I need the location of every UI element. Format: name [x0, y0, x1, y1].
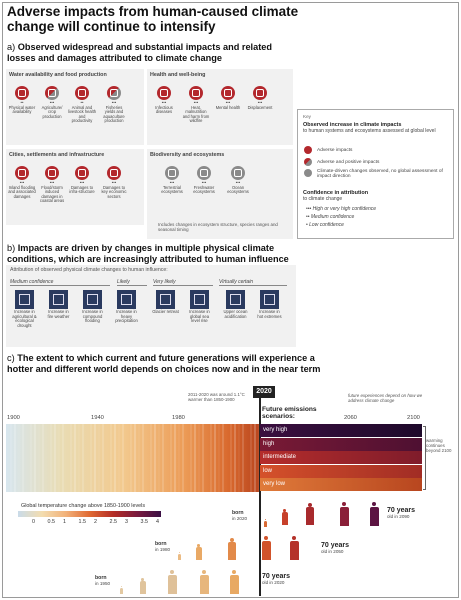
- scenario-label: very high: [263, 427, 288, 433]
- warming-stripe: [50, 424, 52, 492]
- warming-stripe: [234, 424, 236, 492]
- impact-label: Flood/storm induced damages in coastal areas: [39, 184, 65, 204]
- icon-glyph: [19, 294, 30, 305]
- confidence-dots: •••: [49, 99, 55, 105]
- warming-stripe: [134, 424, 136, 492]
- cohort-1950-born: [95, 575, 110, 586]
- storm-icon: [45, 166, 59, 180]
- impact-item: [190, 166, 218, 195]
- heat-extremes-icon: [260, 290, 279, 309]
- warming-stripe: [118, 424, 120, 492]
- virus-icon: [157, 86, 171, 100]
- infrastructure-icon: [75, 166, 89, 180]
- warming-stripe: [102, 424, 104, 492]
- icon-glyph: [194, 294, 205, 305]
- flood-icon: [15, 166, 29, 180]
- axis-tick-1940: 1940: [91, 415, 104, 421]
- confidence-dots: ••: [80, 99, 84, 105]
- icon-glyph: [224, 89, 232, 97]
- displacement-icon: [253, 86, 267, 100]
- panel-title-health: Health and well-being: [150, 72, 206, 78]
- section-a-heading: [7, 42, 297, 63]
- warming-stripe: [90, 424, 92, 492]
- warming-stripe: [174, 424, 176, 492]
- key-subheading: to human systems and ecosystems assessed at global level: [303, 128, 436, 134]
- impact-item: [38, 166, 66, 204]
- person-figure-icon: [370, 507, 379, 526]
- impact-label: Displacement: [247, 104, 273, 110]
- person-figure-icon: [264, 521, 267, 527]
- born-year: in 1950: [95, 581, 111, 587]
- legend-tick: 3.5: [140, 519, 148, 525]
- category-medium-line: [10, 285, 110, 286]
- icon-glyph: [48, 89, 56, 97]
- legend-tick: 0.5: [47, 519, 55, 525]
- warming-stripe: [126, 424, 128, 492]
- continue-brace: [423, 426, 426, 490]
- icon-glyph: [234, 169, 242, 177]
- legend-tick: 4: [156, 519, 159, 525]
- warming-stripe: [178, 424, 180, 492]
- warming-stripe: [154, 424, 156, 492]
- warming-stripe: [86, 424, 88, 492]
- drought-icon: [15, 290, 34, 309]
- cohort-1980-born: [155, 541, 170, 552]
- warming-stripe: [10, 424, 12, 492]
- warming-stripe: [246, 424, 248, 492]
- warming-stripe: [170, 424, 172, 492]
- impact-item: [8, 86, 36, 115]
- impact-label: Freshwater ecosystems: [193, 184, 215, 195]
- category-virtually-certain-line: [219, 285, 287, 286]
- scenario-label: low: [263, 467, 273, 474]
- impact-item: [38, 86, 66, 119]
- warming-stripe: [182, 424, 184, 492]
- warming-stripe: [110, 424, 112, 492]
- warming-stripe: [34, 424, 36, 492]
- warming-stripe: [70, 424, 72, 492]
- person-figure-icon: [228, 542, 236, 560]
- legend-title: Global temperature change above 1850-1900 levels: [21, 503, 146, 509]
- driver-label: Glacier retreat: [152, 309, 179, 314]
- section-b-letter: b): [7, 243, 16, 253]
- warming-stripe: [230, 424, 232, 492]
- warming-stripe: [250, 424, 252, 492]
- icon-glyph: [264, 294, 275, 305]
- scenario-label: high: [263, 440, 275, 447]
- warming-stripe: [226, 424, 228, 492]
- category-very-likely: Very likely: [153, 279, 176, 285]
- water-drop-icon: [15, 86, 29, 100]
- warming-stripe: [214, 424, 216, 492]
- driver-item: [222, 290, 249, 319]
- key-title: Key: [303, 114, 311, 119]
- driver-item: [45, 290, 72, 319]
- impact-item: [100, 166, 128, 199]
- key-confidence-heading: Confidence in attribution: [303, 190, 369, 196]
- warming-stripe: [138, 424, 140, 492]
- warming-stripe: [146, 424, 148, 492]
- driver-label: Increase in compound flooding: [82, 309, 103, 324]
- warming-stripe: [130, 424, 132, 492]
- warming-stripe: [82, 424, 84, 492]
- section-c-heading-text: The extent to which current and future generations will experience a hotter and different world depends on choices now and in the near term: [7, 353, 321, 374]
- impact-item: [100, 86, 128, 124]
- cohort-2020-born: [232, 510, 247, 521]
- warming-stripe: [94, 424, 96, 492]
- warming-stripe: [242, 424, 244, 492]
- key-row-label: Adverse impacts: [317, 147, 353, 153]
- warming-stripe: [194, 424, 196, 492]
- scenario-band: [260, 438, 422, 451]
- category-likely: Likely: [117, 279, 130, 285]
- section-b-heading: [7, 243, 317, 264]
- impact-item: [68, 166, 96, 195]
- icon-glyph: [160, 294, 171, 305]
- cohort-1950-age: [262, 574, 290, 585]
- year-2020-marker: 2020: [253, 386, 275, 398]
- confidence-dots: •••: [79, 179, 85, 185]
- warming-stripe: [18, 424, 20, 492]
- icon-glyph: [18, 169, 26, 177]
- confidence-dots: •••: [49, 179, 55, 185]
- thermometer-icon: [189, 86, 203, 100]
- icon-glyph: [110, 169, 118, 177]
- biodiversity-note: Includes changes in ecosystem structure, species ranges and seasonal timing: [158, 222, 278, 232]
- icon-glyph: [87, 294, 98, 305]
- legend-gradient-bar: [18, 511, 161, 517]
- warming-stripe: [42, 424, 44, 492]
- age-label: 70 years: [387, 507, 416, 514]
- impact-label: Damages to key economic sectors: [101, 184, 127, 199]
- freshwater-icon: [197, 166, 211, 180]
- confidence-dots: •••: [235, 179, 241, 185]
- key-confidence-high: ••• High or very high confidence: [306, 206, 377, 212]
- person-figure-icon: [196, 547, 202, 560]
- person-figure-icon: [120, 588, 123, 594]
- impact-label: Fisheries yields and aquaculture production: [103, 104, 125, 124]
- driver-label: Upper ocean acidification: [223, 309, 248, 319]
- warming-stripe: [166, 424, 168, 492]
- warming-stripe: [206, 424, 208, 492]
- person-figure-icon: [140, 581, 146, 594]
- driver-item: [256, 290, 283, 319]
- born-year: in 2020: [232, 516, 248, 522]
- continue-note: warming continues beyond 2100: [426, 438, 452, 453]
- icon-glyph: [48, 169, 56, 177]
- icon-glyph: [18, 89, 26, 97]
- key-heading: Observed increase in climate impacts: [303, 122, 402, 128]
- person-figure-icon: [168, 575, 177, 594]
- confidence-dots: •••: [111, 179, 117, 185]
- key-row-adverse: [304, 146, 352, 154]
- legend-tick: 0: [32, 519, 35, 525]
- livestock-icon: [75, 86, 89, 100]
- drivers-subtitle: Attribution of observed physical climate changes to human influence:: [10, 267, 168, 273]
- warming-stripe: [210, 424, 212, 492]
- confidence-dots: •••: [161, 99, 167, 105]
- warming-stripe: [26, 424, 28, 492]
- impact-item: [8, 166, 36, 199]
- warming-stripe: [22, 424, 24, 492]
- person-figure-icon: [262, 541, 271, 560]
- driver-item: [186, 290, 213, 324]
- warming-stripe: [98, 424, 100, 492]
- person-figure-icon: [282, 512, 288, 525]
- driver-label: Increase in agricultural & ecological drought: [12, 309, 37, 329]
- age-label: 70 years: [321, 542, 350, 549]
- age-year: old in 2050: [321, 548, 344, 554]
- icon-glyph: [168, 169, 176, 177]
- axis-tick-1900: 1900: [7, 415, 20, 421]
- impact-label: Infectious diseases: [155, 104, 173, 115]
- warming-stripe: [114, 424, 116, 492]
- warming-stripe: [66, 424, 68, 492]
- key-row-grey: [304, 169, 452, 180]
- ocean-icon: [231, 166, 245, 180]
- legend-tick: 1.5: [78, 519, 86, 525]
- icon-glyph: [121, 294, 132, 305]
- driver-item: [152, 290, 179, 315]
- icon-glyph: [230, 294, 241, 305]
- crop-icon: [45, 86, 59, 100]
- scenario-label: intermediate: [263, 454, 297, 461]
- driver-label: Increase in heavy precipitation: [115, 309, 138, 324]
- icon-glyph: [53, 294, 64, 305]
- age-year: old in 2090: [387, 513, 410, 519]
- heavy-rain-icon: [117, 290, 136, 309]
- impact-item: [68, 86, 96, 124]
- axis-tick-2060: 2060: [344, 415, 357, 421]
- icon-glyph: [78, 89, 86, 97]
- key-confidence-sub: to climate change: [303, 196, 343, 202]
- born-label: born: [155, 541, 167, 547]
- warming-stripe: [218, 424, 220, 492]
- key-confidence-low: • Low confidence: [306, 222, 344, 228]
- mental-health-icon: [221, 86, 235, 100]
- category-medium: Medium confidence: [10, 279, 54, 285]
- warming-stripe: [62, 424, 64, 492]
- warming-stripe: [74, 424, 76, 492]
- key-confidence-medium: •• Medium confidence: [306, 214, 355, 220]
- impact-item: [150, 86, 178, 115]
- age-label: 70 years: [262, 573, 291, 580]
- impact-label: Mental health: [215, 104, 241, 110]
- cohort-2020-age: [387, 508, 415, 519]
- impact-label: Animal and livestock health and productivity: [68, 104, 96, 124]
- icon-glyph: [192, 89, 200, 97]
- impact-label: Agriculture/ crop production: [41, 104, 63, 119]
- icon-glyph: [110, 89, 118, 97]
- mixed-dot-icon: [304, 158, 312, 166]
- driver-label: Increase in global sea level rise: [189, 309, 210, 324]
- panel-title-biodiversity: Biodiversity and ecosystems: [150, 152, 225, 158]
- adverse-dot-icon: [304, 146, 312, 154]
- legend-tick: 2.5: [109, 519, 117, 525]
- warming-stripe: [122, 424, 124, 492]
- born-label: born: [232, 510, 244, 516]
- warming-stripe: [38, 424, 40, 492]
- section-b-heading-text: Impacts are driven by changes in multiple physical climate conditions, which are increasingly attributed to human influence: [7, 243, 289, 264]
- warming-stripe: [238, 424, 240, 492]
- warming-stripe: [186, 424, 188, 492]
- warming-stripe: [78, 424, 80, 492]
- terrestrial-icon: [165, 166, 179, 180]
- impact-item: [246, 86, 274, 110]
- person-figure-icon: [340, 507, 349, 526]
- key-row-label: Climate-driven changes observed, no global assessment of impact direction: [317, 169, 443, 180]
- category-likely-line: [117, 285, 147, 286]
- warming-stripe: [46, 424, 48, 492]
- confidence-dots: •••: [257, 99, 263, 105]
- person-figure-icon: [230, 575, 239, 594]
- impact-label: Ocean ecosystems: [227, 184, 249, 195]
- impact-item: [158, 166, 186, 195]
- warming-stripe: [158, 424, 160, 492]
- scenario-band: [260, 465, 422, 478]
- confidence-dots: •••: [169, 179, 175, 185]
- impact-label: Terrestrial ecosystems: [161, 184, 183, 195]
- glacier-icon: [156, 290, 175, 309]
- confidence-dots: •••: [193, 99, 199, 105]
- impact-item: [224, 166, 252, 195]
- person-figure-icon: [178, 554, 181, 560]
- impact-label: Physical water availability: [8, 104, 36, 115]
- impact-item: [214, 86, 242, 110]
- icon-glyph: [200, 169, 208, 177]
- grey-dot-icon: [304, 169, 312, 177]
- impact-label: Damages to infra-structure: [69, 184, 95, 195]
- section-c-letter: c): [7, 353, 15, 363]
- impact-label: Heat, malnutrition and harm from wildfire: [182, 104, 210, 124]
- person-figure-icon: [306, 507, 314, 525]
- legend-tick: 2: [94, 519, 97, 525]
- future-note: future experiences depend on how we address climate change: [348, 393, 423, 403]
- sea-level-icon: [190, 290, 209, 309]
- cohort-1980-age: [321, 543, 349, 554]
- warming-stripe: [150, 424, 152, 492]
- born-year: in 1980: [155, 547, 171, 553]
- compound-flood-icon: [83, 290, 102, 309]
- fire-weather-icon: [49, 290, 68, 309]
- warming-stripe: [6, 424, 8, 492]
- impact-label: Inland flooding and associated damages: [8, 184, 36, 199]
- warming-stripe: [202, 424, 204, 492]
- impact-item: [182, 86, 210, 124]
- section-a-letter: a): [7, 42, 16, 52]
- key-row-label: Adverse and positive impacts: [317, 159, 380, 165]
- panel-title-water: Water availability and food production: [9, 72, 107, 78]
- age-year: old in 2020: [262, 579, 285, 585]
- key-row-mixed: [304, 158, 379, 166]
- axis-tick-2100: 2100: [407, 415, 420, 421]
- legend-tick: 3: [125, 519, 128, 525]
- warming-stripe: [222, 424, 224, 492]
- driver-item: [11, 290, 38, 329]
- warming-stripe: [198, 424, 200, 492]
- confidence-dots: •••: [111, 99, 117, 105]
- confidence-dots: •••: [225, 99, 231, 105]
- warming-stripe: [254, 424, 256, 492]
- warming-stripe: [190, 424, 192, 492]
- category-very-likely-line: [153, 285, 213, 286]
- panel-title-cities: Cities, settlements and infrastructure: [9, 152, 105, 158]
- acidification-icon: [226, 290, 245, 309]
- warming-stripe: [142, 424, 144, 492]
- person-figure-icon: [200, 575, 209, 594]
- page-title: Adverse impacts from human-caused climate change will continue to intensify: [7, 4, 299, 34]
- confidence-dots: •••: [201, 179, 207, 185]
- confidence-dots: ••: [20, 99, 24, 105]
- key-box: [297, 109, 454, 239]
- person-figure-icon: [290, 541, 299, 560]
- scenario-label: very low: [263, 481, 286, 488]
- icon-glyph: [78, 169, 86, 177]
- confidence-dots: •••: [19, 179, 25, 185]
- warming-stripe: [30, 424, 32, 492]
- section-c-heading: [7, 353, 337, 374]
- icon-glyph: [160, 89, 168, 97]
- warming-stripe: [58, 424, 60, 492]
- fish-icon: [107, 86, 121, 100]
- legend-tick: 1: [63, 519, 66, 525]
- driver-item: [79, 290, 106, 324]
- warming-stripe: [106, 424, 108, 492]
- category-virtually-certain: Virtually certain: [219, 279, 254, 285]
- warming-stripe: [162, 424, 164, 492]
- future-scenarios-label: Future emissions scenarios:: [262, 406, 317, 421]
- section-a-heading-text: Observed widespread and substantial impacts and related losses and damages attributed to climate change: [7, 42, 273, 63]
- driver-label: Increase in hot extremes: [257, 309, 282, 319]
- icon-glyph: [256, 89, 264, 97]
- driver-item: [113, 290, 140, 324]
- factory-icon: [107, 166, 121, 180]
- warming-stripe: [14, 424, 16, 492]
- born-label: born: [95, 575, 107, 581]
- warming-note: 2011-2020 was around 1.1°C warmer than 1850-1900: [188, 392, 245, 402]
- warming-stripe: [54, 424, 56, 492]
- driver-label: Increase in fire weather: [47, 309, 70, 319]
- axis-tick-1980: 1980: [172, 415, 185, 421]
